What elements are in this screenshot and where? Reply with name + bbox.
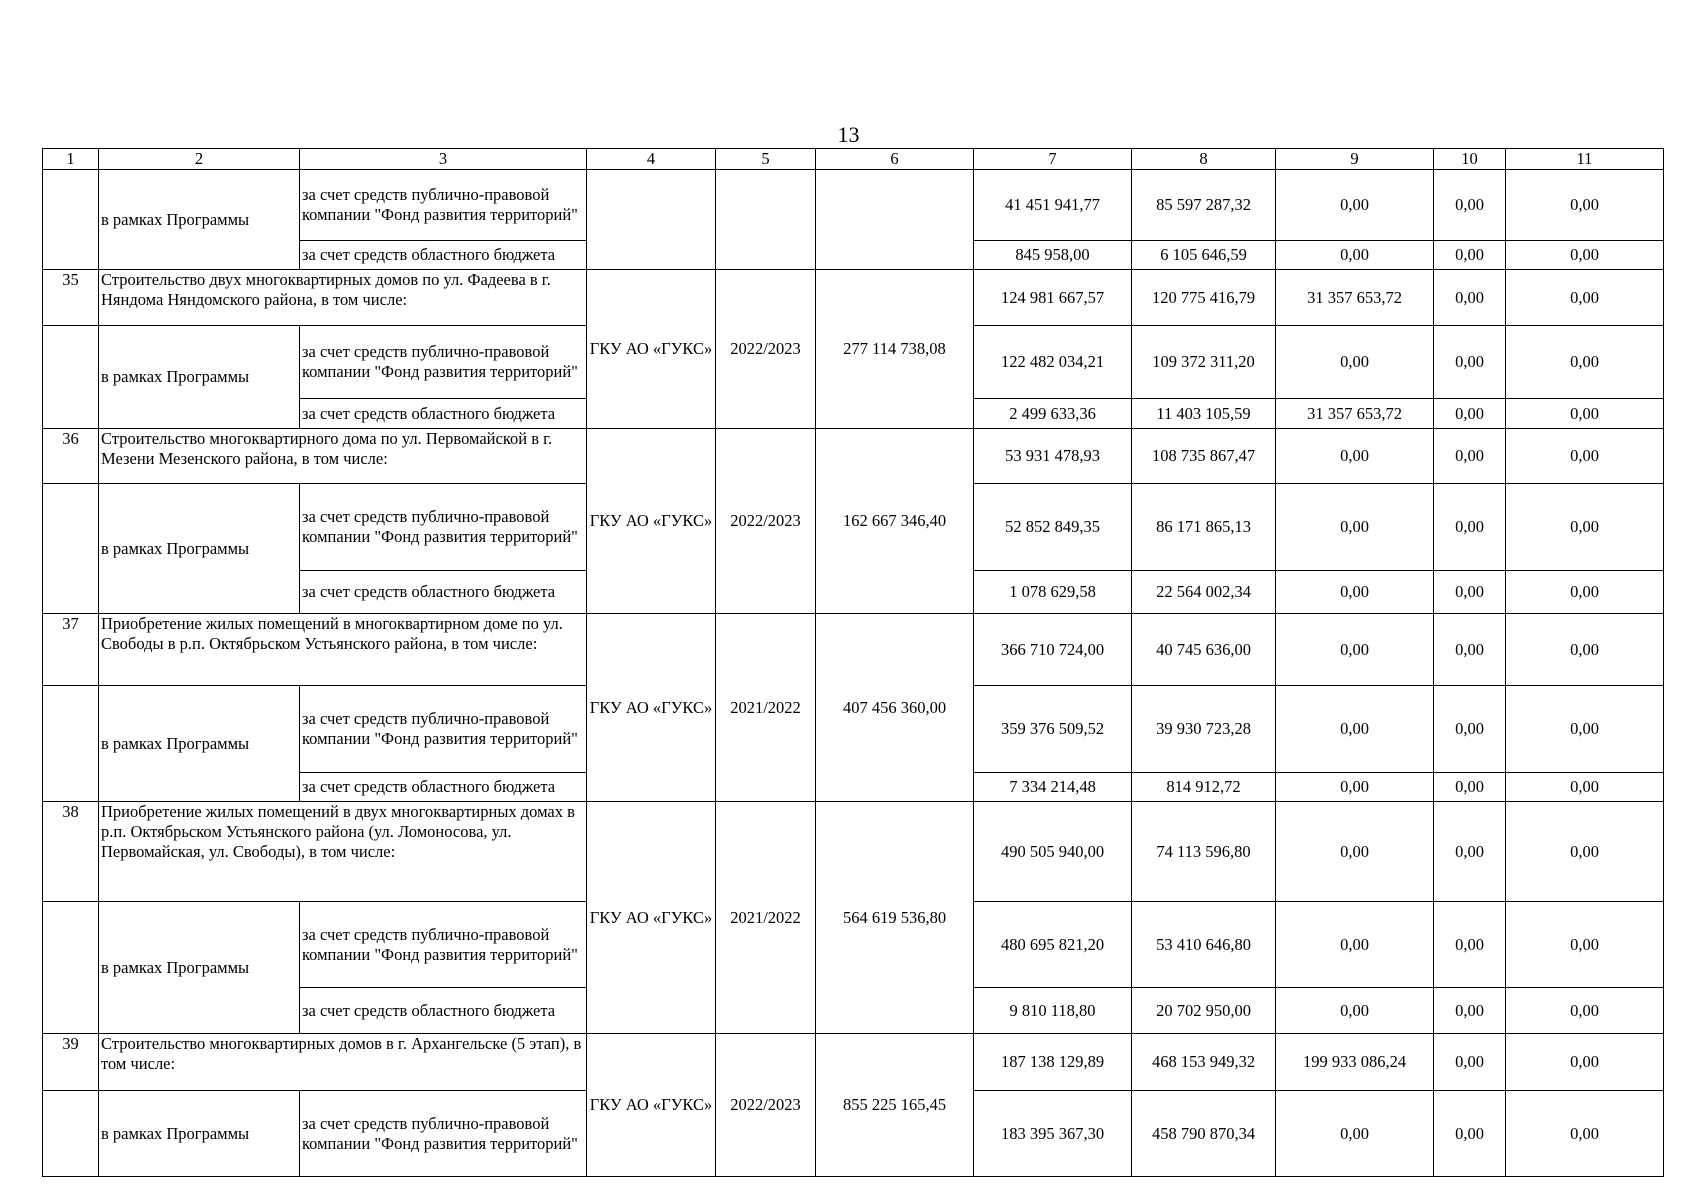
empty-cell [43,1091,99,1177]
amount-cell: 31 357 653,72 [1276,399,1434,429]
amount-cell: 0,00 [1434,988,1506,1034]
column-header: 1 [43,149,99,170]
column-header: 10 [1434,149,1506,170]
amount-cell: 9 810 118,80 [974,988,1132,1034]
program-label: в рамках Программы [99,1091,300,1177]
amount-cell: 0,00 [1434,1091,1506,1177]
table-row [43,270,1664,326]
amount-cell: 0,00 [1276,429,1434,484]
amount-cell: 85 597 287,32 [1132,170,1276,241]
amount-cell: 0,00 [1276,773,1434,802]
amount-cell: 0,00 [1506,686,1664,773]
amount-cell: 458 790 870,34 [1132,1091,1276,1177]
customer-cell: ГКУ АО «ГУКС» [587,802,716,1034]
column-header: 11 [1506,149,1664,170]
amount-cell: 814 912,72 [1132,773,1276,802]
amount-cell: 0,00 [1434,170,1506,241]
amount-cell: 0,00 [1506,484,1664,571]
years-cell: 2021/2022 [716,614,816,802]
amount-cell: 0,00 [1434,686,1506,773]
program-label: в рамках Программы [99,686,300,802]
amount-cell: 0,00 [1276,241,1434,270]
amount-cell: 0,00 [1276,902,1434,988]
amount-cell: 0,00 [1506,802,1664,902]
regional-source-label: за счет средств областного бюджета [300,773,587,802]
amount-cell: 0,00 [1276,1091,1434,1177]
fund-source-label: за счет средств публично-правовой компании "Фонд развития территорий" [300,170,587,241]
amount-cell: 86 171 865,13 [1132,484,1276,571]
empty-cell [43,484,99,614]
amount-cell: 31 357 653,72 [1276,270,1434,326]
regional-source-label: за счет средств областного бюджета [300,988,587,1034]
amount-cell: 845 958,00 [974,241,1132,270]
amount-cell: 124 981 667,57 [974,270,1132,326]
customer-cell: ГКУ АО «ГУКС» [587,614,716,802]
amount-cell: 53 931 478,93 [974,429,1132,484]
amount-cell: 0,00 [1276,614,1434,686]
amount-cell: 480 695 821,20 [974,902,1132,988]
fund-source-label: за счет средств публично-правовой компании "Фонд развития территорий" [300,326,587,399]
amount-cell: 490 505 940,00 [974,802,1132,902]
amount-cell: 108 735 867,47 [1132,429,1276,484]
amount-cell: 0,00 [1434,614,1506,686]
amount-cell: 0,00 [1276,988,1434,1034]
regional-source-label: за счет средств областного бюджета [300,571,587,614]
customer-cell: ГКУ АО «ГУКС» [587,429,716,614]
amount-cell: 0,00 [1276,484,1434,571]
column-header: 3 [300,149,587,170]
amount-cell: 199 933 086,24 [1276,1034,1434,1091]
amount-cell: 39 930 723,28 [1132,686,1276,773]
amount-cell: 120 775 416,79 [1132,270,1276,326]
amount-cell: 0,00 [1434,571,1506,614]
amount-cell: 0,00 [1276,686,1434,773]
program-label: в рамках Программы [99,902,300,1034]
amount-cell: 109 372 311,20 [1132,326,1276,399]
object-title: Строительство многоквартирных домов в г. Архангельске (5 этап), в том числе: [99,1034,587,1091]
amount-cell: 0,00 [1506,1091,1664,1177]
amount-cell: 0,00 [1276,326,1434,399]
empty-cell [587,170,716,270]
customer-cell: ГКУ АО «ГУКС» [587,270,716,429]
table-row [43,170,1664,241]
object-number: 38 [43,802,99,902]
object-number: 39 [43,1034,99,1091]
amount-cell: 359 376 509,52 [974,686,1132,773]
amount-cell: 183 395 367,30 [974,1091,1132,1177]
object-title: Приобретение жилых помещений в многоквартирном доме по ул. Свободы в р.п. Октябрьском Устьянского района, в том числе: [99,614,587,686]
financing-table [42,148,1664,1177]
amount-cell: 0,00 [1434,429,1506,484]
object-number: 37 [43,614,99,686]
amount-cell: 0,00 [1506,614,1664,686]
amount-cell: 0,00 [1506,270,1664,326]
amount-cell: 1 078 629,58 [974,571,1132,614]
program-label: в рамках Программы [99,326,300,429]
years-cell: 2022/2023 [716,270,816,429]
fund-source-label: за счет средств публично-правовой компании "Фонд развития территорий" [300,484,587,571]
amount-cell: 0,00 [1276,571,1434,614]
program-label: в рамках Программы [99,484,300,614]
amount-cell: 0,00 [1434,773,1506,802]
amount-cell: 0,00 [1506,988,1664,1034]
program-label: в рамках Программы [99,170,300,270]
amount-cell: 22 564 002,34 [1132,571,1276,614]
amount-cell: 0,00 [1434,241,1506,270]
column-header: 5 [716,149,816,170]
cost-cell: 162 667 346,40 [816,429,974,614]
amount-cell: 0,00 [1506,170,1664,241]
empty-cell [816,170,974,270]
object-title: Строительство многоквартирного дома по ул. Первомайской в г. Мезени Мезенского района, в том числе: [99,429,587,484]
amount-cell: 41 451 941,77 [974,170,1132,241]
years-cell: 2021/2022 [716,802,816,1034]
amount-cell: 0,00 [1506,399,1664,429]
table-row [43,429,1664,484]
regional-source-label: за счет средств областного бюджета [300,399,587,429]
column-number-header-row [43,149,1664,170]
page-number: 13 [837,122,860,147]
empty-cell [716,170,816,270]
amount-cell: 0,00 [1434,484,1506,571]
fund-source-label: за счет средств публично-правовой компании "Фонд развития территорий" [300,902,587,988]
amount-cell: 468 153 949,32 [1132,1034,1276,1091]
regional-source-label: за счет средств областного бюджета [300,241,587,270]
amount-cell: 0,00 [1276,802,1434,902]
amount-cell: 7 334 214,48 [974,773,1132,802]
cost-cell: 407 456 360,00 [816,614,974,802]
amount-cell: 0,00 [1506,429,1664,484]
empty-cell [43,902,99,1034]
column-header: 6 [816,149,974,170]
cost-cell: 277 114 738,08 [816,270,974,429]
cost-cell: 564 619 536,80 [816,802,974,1034]
amount-cell: 0,00 [1434,1034,1506,1091]
years-cell: 2022/2023 [716,429,816,614]
amount-cell: 0,00 [1506,902,1664,988]
amount-cell: 366 710 724,00 [974,614,1132,686]
object-title: Строительство двух многоквартирных домов по ул. Фадеева в г. Няндома Няндомского района, в том числе: [99,270,587,326]
amount-cell: 0,00 [1506,241,1664,270]
object-number: 35 [43,270,99,326]
empty-cell [43,326,99,429]
object-title: Приобретение жилых помещений в двух многоквартирных домах в р.п. Октябрьском Устьянского района (ул. Ломоносова, ул. Первомайская, ул. Свободы), в том числе: [99,802,587,902]
column-header: 2 [99,149,300,170]
table-row [43,802,1664,902]
column-header: 7 [974,149,1132,170]
amount-cell: 0,00 [1506,773,1664,802]
amount-cell: 2 499 633,36 [974,399,1132,429]
customer-cell: ГКУ АО «ГУКС» [587,1034,716,1177]
amount-cell: 0,00 [1434,802,1506,902]
column-header: 9 [1276,149,1434,170]
amount-cell: 6 105 646,59 [1132,241,1276,270]
amount-cell: 0,00 [1506,1034,1664,1091]
column-header: 4 [587,149,716,170]
amount-cell: 53 410 646,80 [1132,902,1276,988]
amount-cell: 187 138 129,89 [974,1034,1132,1091]
column-header: 8 [1132,149,1276,170]
amount-cell: 0,00 [1506,326,1664,399]
cost-cell: 855 225 165,45 [816,1034,974,1177]
amount-cell: 0,00 [1276,170,1434,241]
amount-cell: 0,00 [1434,399,1506,429]
fund-source-label: за счет средств публично-правовой компании "Фонд развития территорий" [300,1091,587,1177]
amount-cell: 40 745 636,00 [1132,614,1276,686]
amount-cell: 52 852 849,35 [974,484,1132,571]
fund-source-label: за счет средств публично-правовой компании "Фонд развития территорий" [300,686,587,773]
empty-cell [43,686,99,802]
amount-cell: 74 113 596,80 [1132,802,1276,902]
amount-cell: 11 403 105,59 [1132,399,1276,429]
years-cell: 2022/2023 [716,1034,816,1177]
object-number: 36 [43,429,99,484]
amount-cell: 122 482 034,21 [974,326,1132,399]
amount-cell: 0,00 [1434,270,1506,326]
amount-cell: 20 702 950,00 [1132,988,1276,1034]
amount-cell: 0,00 [1434,326,1506,399]
amount-cell: 0,00 [1506,571,1664,614]
table-row [43,614,1664,686]
empty-cell [43,170,99,270]
table-row [43,1034,1664,1091]
amount-cell: 0,00 [1434,902,1506,988]
